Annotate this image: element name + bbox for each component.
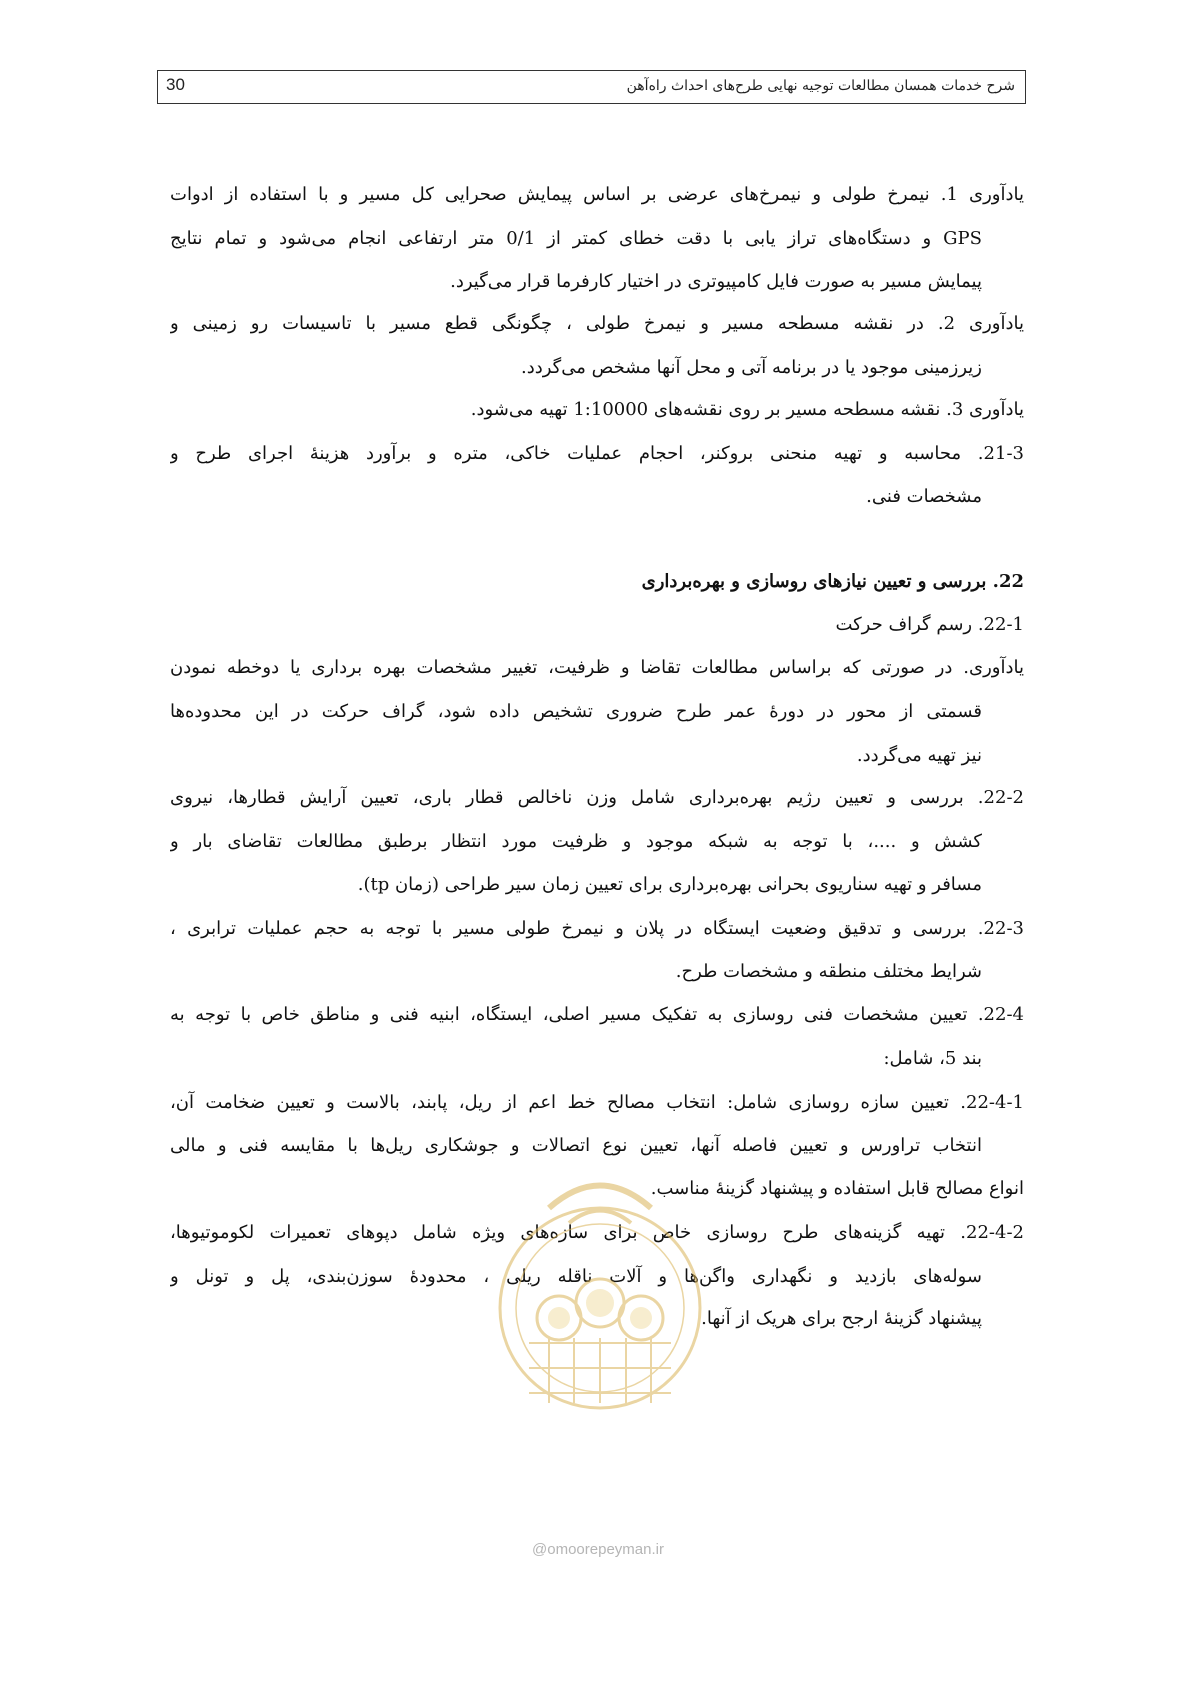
note-line-2: قسمتی از محور در دورهٔ عمر طرح ضروری تشخیص داده شود، گراف حرکت در این محدوده‌ها xyxy=(170,701,982,722)
item-22-4-2-line-1: 22-4-2. تهیه گزینه‌های طرح روسازی خاص برای سازه‌های ویژه شامل دپوهای تعمیرات لکوموتیوها، xyxy=(170,1222,1024,1243)
section-22-heading: 22. بررسی و تعیین نیازهای روسازی و بهره‌برداری xyxy=(641,571,1024,592)
note-2-line-1: یادآوری 2. در نقشه مسطحه مسیر و نیمرخ طولی ، چگونگی قطع مسیر با تاسیسات رو زمینی و xyxy=(170,313,1024,334)
item-22-2-line-2: کشش و ....، با توجه به شبکه موجود و ظرفیت مورد انتظار برطبق مطالعات تقاضای بار و xyxy=(170,831,982,852)
watermark-seal-logo xyxy=(489,1168,711,1438)
item-21-3-line-2: مشخصات فنی. xyxy=(866,486,982,507)
header-title: شرح خدمات همسان مطالعات توجیه نهایی طرح‌های احداث راه‌آهن xyxy=(626,78,1015,94)
item-22-2-line-1: 22-2. بررسی و تعیین رژیم بهره‌برداری شامل وزن ناخالص قطار باری، تعیین آرایش قطارها، نیروی xyxy=(170,787,1024,808)
item-22-2-line-3: مسافر و تهیه سناریوی بحرانی بهره‌برداری برای تعیین زمان سیر طراحی (زمان tp). xyxy=(357,874,982,895)
item-22-3-line-1: 22-3. بررسی و تدقیق وضعیت ایستگاه در پلان و نیمرخ طولی مسیر با توجه به حجم عملیات ترابری ، xyxy=(170,918,1024,939)
note-3-line-1: یادآوری 3. نقشه مسطحه مسیر بر روی نقشه‌های 1:10000 تهیه می‌شود. xyxy=(470,399,1024,420)
note-1-line-1: یادآوری 1. نیمرخ طولی و نیمرخ‌های عرضی بر اساس پیمایش صحرایی کل مسیر و با استفاده از ادوات xyxy=(170,184,1024,205)
note-1-line-2: GPS و دستگاه‌های تراز یابی با دقت خطای کمتر از 0/1 متر ارتفاعی انجام می‌شود و تمام نتایج xyxy=(170,228,982,249)
item-22-4-1-line-1: 22-4-1. تعیین سازه روسازی شامل: انتخاب مصالح خط اعم از ریل، پابند، بالاست و تعیین ضخامت آن، xyxy=(170,1092,1024,1113)
item-22-1: 22-1. رسم گراف حرکت xyxy=(835,614,1024,635)
item-21-3-line-1: 21-3. محاسبه و تهیه منحنی بروکنر، احجام عملیات خاکی، متره و برآورد هزینهٔ اجرای طرح و xyxy=(170,443,1024,464)
note-line-1: یادآوری. در صورتی که براساس مطالعات تقاضا و ظرفیت، تغییر مشخصات بهره برداری یا دوخطه نمودن xyxy=(170,657,1024,678)
item-22-4-line-1: 22-4. تعیین مشخصات فنی روسازی به تفکیک مسیر اصلی، ایستگاه، ابنیه فنی و مناطق خاص با توجه به xyxy=(170,1004,1024,1025)
note-1-line-3: پیمایش مسیر به صورت فایل کامپیوتری در اختیار کارفرما قرار می‌گیرد. xyxy=(450,271,982,292)
item-22-4-1-line-3: انواع مصالح قابل استفاده و پیشنهاد گزینهٔ مناسب. xyxy=(650,1178,1024,1199)
page-number: 30 xyxy=(166,75,185,94)
item-22-4-line-2: بند 5، شامل: xyxy=(883,1048,982,1069)
item-22-4-2-line-3: پیشنهاد گزینهٔ ارجح برای هریک از آنها. xyxy=(701,1308,982,1329)
item-22-4-1-line-2: انتخاب تراورس و تعیین فاصله آنها، تعیین نوع اتصالات و جوشکاری ریل‌ها با مقایسه فنی و مالی xyxy=(170,1135,982,1156)
note-line-3: نیز تهیه می‌گردد. xyxy=(856,745,982,766)
note-2-line-2: زیرزمینی موجود یا در برنامه آتی و محل آنها مشخص می‌گردد. xyxy=(520,357,982,378)
item-22-4-2-line-2: سوله‌های بازدید و نگهداری واگن‌ها و آلات ناقله ریلی ، محدودهٔ سوزن‌بندی، پل و تونل و xyxy=(170,1266,982,1287)
watermark-url: @omoorepeyman.ir xyxy=(532,1541,664,1558)
item-22-3-line-2: شرایط مختلف منطقه و مشخصات طرح. xyxy=(675,961,982,982)
